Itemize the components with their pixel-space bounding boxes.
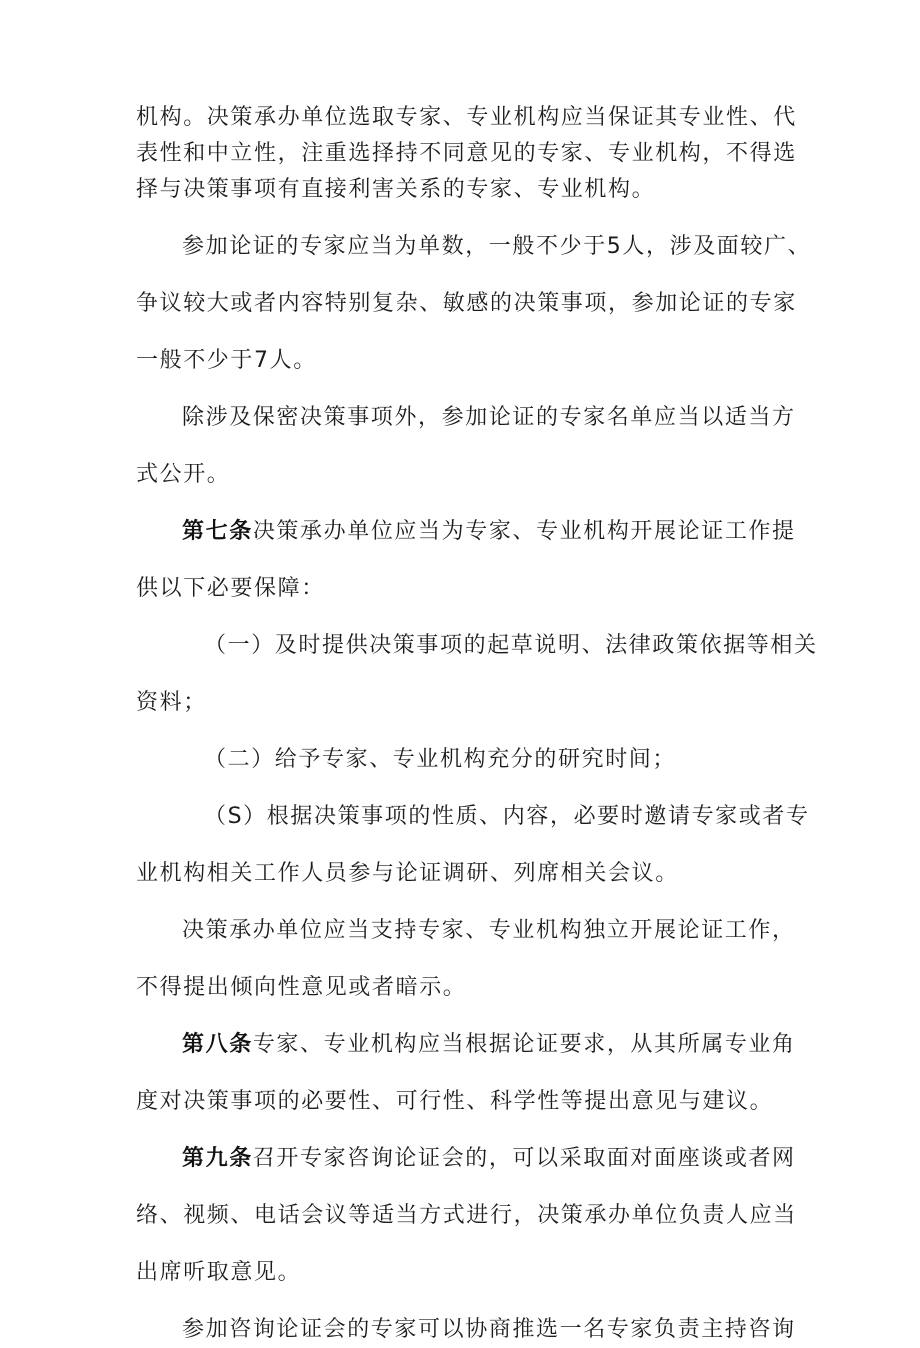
text-line: （二）给予专家、专业机构充分的研究时间；: [204, 747, 677, 772]
article-line: [136, 1027, 796, 1063]
article-heading: 第九条: [182, 1146, 253, 1171]
text-line: （一）及时提供决策事项的起草说明、法律政策依据等相关: [204, 633, 818, 658]
article-text: 召开专家咨询论证会的，可以采取面对面座谈或者网: [252, 1146, 796, 1171]
text-line: 出席听取意见。: [136, 1260, 302, 1285]
article-heading: 第七条: [182, 519, 253, 544]
text-line: 度对决策事项的必要性、可行性、科学性等提出意见与建议。: [136, 1089, 774, 1114]
text-line: 资料；: [136, 690, 207, 715]
article-text: 专家、专业机构应当根据论证要求，从其所属专业角: [252, 1032, 796, 1057]
article-heading: 第八条: [182, 1032, 253, 1057]
text-line: 络、视频、电话会议等适当方式进行，决策承办单位负责人应当: [136, 1203, 797, 1228]
text-line: 参加咨询论证会的专家可以协商推选一名专家负责主持咨询: [182, 1317, 796, 1342]
text-line: 参加论证的专家应当为单数，一般不少于5人，涉及面较广、: [182, 234, 812, 259]
text-line: 表性和中立性，注重选择持不同意见的专家、专业机构，不得选: [136, 141, 797, 166]
article-line: [136, 1141, 796, 1177]
text-line: 争议较大或者内容特别复杂、敏感的决策事项，参加论证的专家: [136, 291, 797, 316]
article-line: [136, 514, 796, 550]
article-text: 决策承办单位应当为专家、专业机构开展论证工作提: [252, 519, 796, 544]
text-line: 一般不少于7人。: [136, 348, 317, 373]
text-line: 供以下必要保障：: [136, 576, 325, 601]
text-line: 式公开。: [136, 462, 231, 487]
text-line: 机构。决策承办单位选取专家、专业机构应当保证其专业性、代: [136, 105, 797, 130]
text-line: 业机构相关工作人员参与论证调研、列席相关会议。: [136, 861, 679, 886]
document-body: [136, 100, 818, 1348]
text-line: （S）根据决策事项的性质、内容，必要时邀请专家或者专: [204, 804, 810, 829]
text-line: 决策承办单位应当支持专家、专业机构独立开展论证工作，: [182, 918, 796, 943]
text-line: 择与决策事项有直接利害关系的专家、专业机构。: [136, 177, 656, 202]
text-line: 除涉及保密决策事项外，参加论证的专家名单应当以适当方: [182, 405, 796, 430]
text-line: 不得提出倾向性意见或者暗示。: [136, 975, 467, 1000]
